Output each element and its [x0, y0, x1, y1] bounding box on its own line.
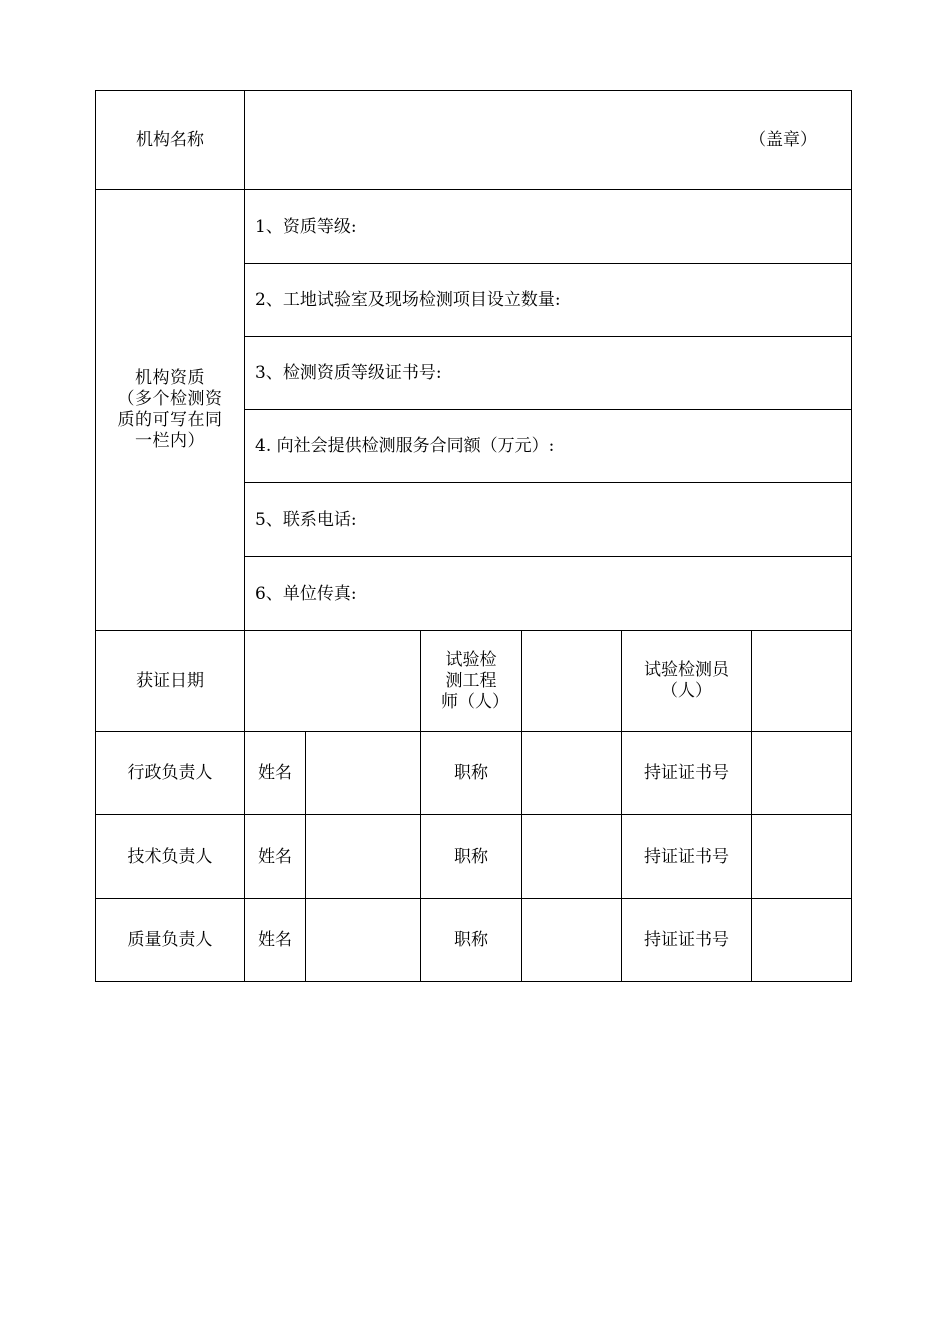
- inspector-count-field[interactable]: [752, 631, 852, 732]
- title-field[interactable]: [522, 815, 622, 899]
- org-name-field[interactable]: [245, 91, 852, 190]
- certificate-number-field[interactable]: 3、检测资质等级证书号:: [245, 337, 852, 410]
- name-label: 姓名: [245, 899, 306, 982]
- site-lab-count-field[interactable]: 2、工地试验室及现场检测项目设立数量:: [245, 264, 852, 337]
- engineer-count-label: 试验检测工程师（人）: [441, 649, 509, 712]
- qualification-label-cell: [96, 190, 245, 631]
- name-label: 姓名: [245, 815, 306, 899]
- certificate-row: [96, 631, 852, 732]
- stamp-label: （盖章）: [749, 130, 818, 150]
- qualification-note: （多个检测资质的可写在同一栏内）: [117, 389, 223, 451]
- org-name-label: 机构名称: [96, 91, 245, 190]
- cert-number-label: 持证证书号: [622, 732, 752, 815]
- certificate-date-label: 获证日期: [96, 631, 245, 732]
- fax-field[interactable]: 6、单位传真:: [245, 557, 852, 631]
- title-field[interactable]: [522, 732, 622, 815]
- certificate-date-field[interactable]: [245, 631, 421, 732]
- name-label: 姓名: [245, 732, 306, 815]
- org-name-row: [96, 91, 852, 190]
- cert-number-field[interactable]: [752, 732, 852, 815]
- cert-number-label: 持证证书号: [622, 815, 752, 899]
- name-field[interactable]: [306, 732, 421, 815]
- inspector-count-label: 试验检测员（人）: [644, 660, 729, 701]
- role-label: 行政负责人: [96, 732, 245, 815]
- name-field[interactable]: [306, 899, 421, 982]
- name-field[interactable]: [306, 815, 421, 899]
- cert-number-field[interactable]: [752, 815, 852, 899]
- qualification-label: 机构资质: [135, 368, 205, 388]
- contract-amount-field[interactable]: 4. 向社会提供检测服务合同额（万元）:: [245, 410, 852, 483]
- qualification-row-1: [96, 190, 852, 264]
- phone-field[interactable]: 5、联系电话:: [245, 483, 852, 557]
- personnel-row: [96, 815, 852, 899]
- engineer-count-label-cell: [421, 631, 522, 732]
- personnel-row: [96, 899, 852, 982]
- engineer-count-field[interactable]: [522, 631, 622, 732]
- title-field[interactable]: [522, 899, 622, 982]
- personnel-row: [96, 732, 852, 815]
- qualification-form-table: [95, 90, 852, 982]
- qualification-grade-field[interactable]: 1、资质等级:: [245, 190, 852, 264]
- role-label: 质量负责人: [96, 899, 245, 982]
- cert-number-field[interactable]: [752, 899, 852, 982]
- title-label: 职称: [421, 732, 522, 815]
- inspector-count-label-cell: [622, 631, 752, 732]
- title-label: 职称: [421, 899, 522, 982]
- role-label: 技术负责人: [96, 815, 245, 899]
- cert-number-label: 持证证书号: [622, 899, 752, 982]
- title-label: 职称: [421, 815, 522, 899]
